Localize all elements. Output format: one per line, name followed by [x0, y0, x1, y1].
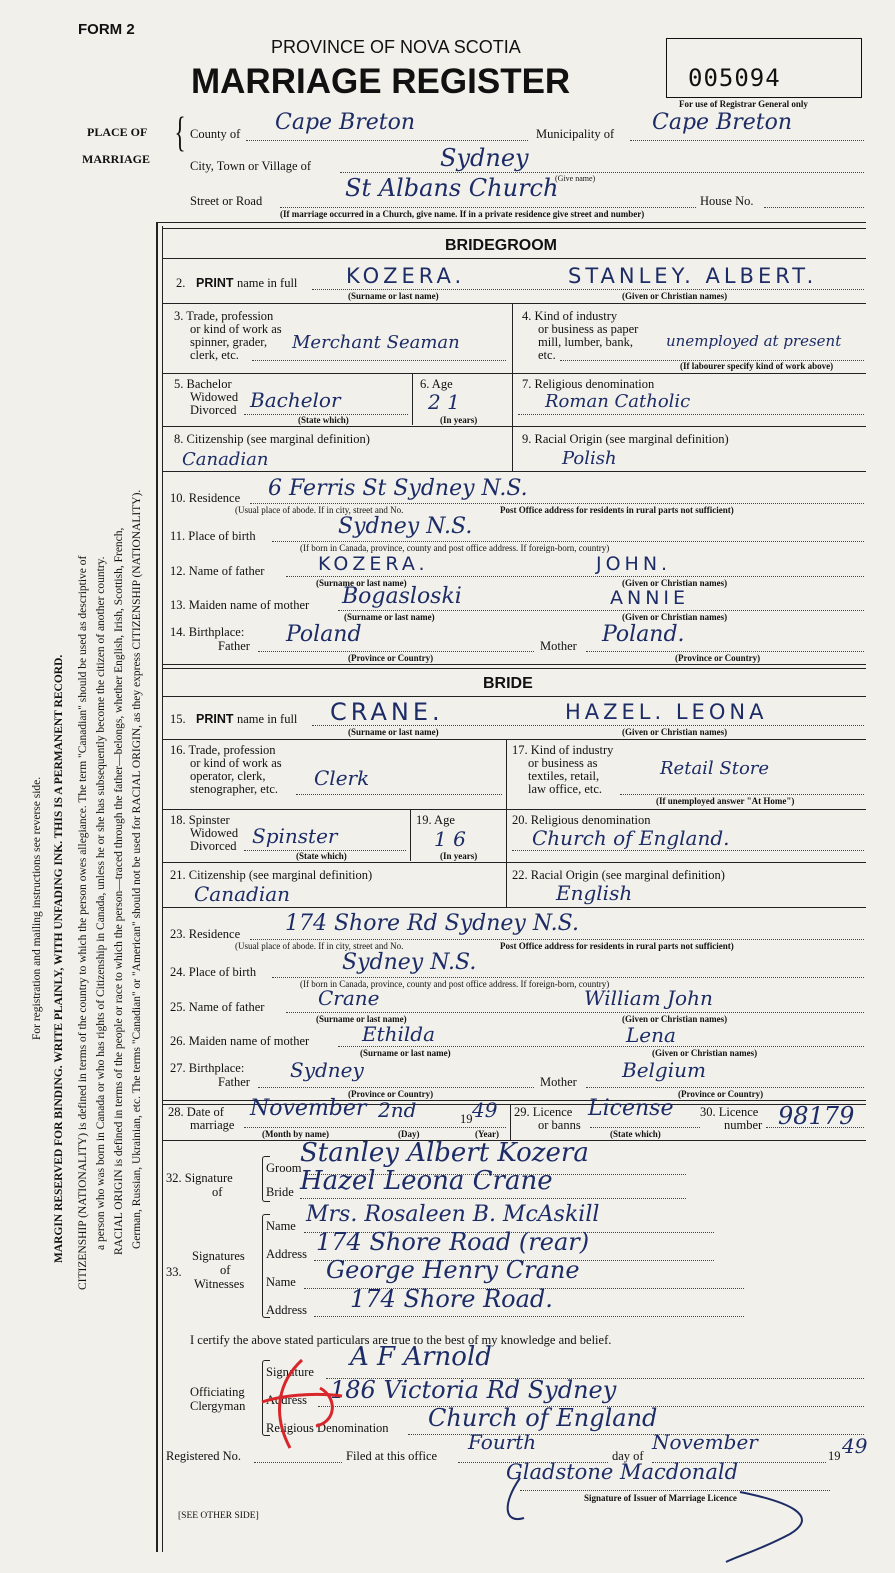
street-label: Street or Road	[190, 194, 263, 208]
industry-label-3: mill, lumber, bank,	[538, 335, 633, 349]
trade-label-3: spinner, grader,	[190, 335, 268, 349]
row-2-number: 2.	[176, 276, 186, 290]
residence-label: 10. Residence	[170, 491, 241, 505]
licence-number-label-2: number	[724, 1118, 763, 1132]
groom-birth: Sydney N.S.	[338, 514, 473, 539]
bride-status: Spinster	[252, 824, 338, 848]
bride-bp-father-note: (Province or Country)	[348, 1089, 434, 1099]
groom-surname: KOZERA.	[346, 264, 466, 288]
bride-birth-label: 24. Place of birth	[170, 965, 257, 979]
father-surname-note: (Surname or last name)	[316, 578, 407, 588]
clergy-denomination: Church of England	[428, 1404, 658, 1432]
groom-age: 2 1	[428, 390, 460, 414]
groom-label: Groom	[266, 1161, 302, 1175]
clergyman-label-1: Officiating	[190, 1385, 245, 1399]
bride-industry-label-4: law office, etc.	[528, 782, 603, 796]
father-label: 12. Name of father	[170, 564, 265, 578]
row-15-number: 15.	[170, 712, 186, 726]
witness-2-address: 174 Shore Road.	[350, 1285, 553, 1313]
bride-bp-mother-label: Mother	[540, 1075, 577, 1089]
witnesses-label-2: of	[220, 1263, 231, 1277]
residence-note-a: (Usual place of abode. If in city, street and No.	[235, 505, 404, 515]
groom-mother-given: ANNIE	[610, 587, 690, 609]
groom-residence: 6 Ferris St Sydney N.S.	[268, 476, 528, 501]
witness-2-address-label: Address	[266, 1303, 307, 1317]
licence-number-label: 30. Licence	[700, 1105, 759, 1119]
bride-trade-label: 16. Trade, profession	[170, 743, 276, 757]
witness-2-name: George Henry Crane	[326, 1256, 580, 1284]
bride-mother-given-note: (Given or Christian names)	[652, 1048, 758, 1058]
clergy-signature: A F Arnold	[350, 1342, 492, 1372]
see-other-side: [SEE OTHER SIDE]	[178, 1511, 259, 1521]
witness-1-name-label: Name	[266, 1219, 296, 1233]
bride-age: 1 6	[434, 827, 466, 851]
bride-surname-note: (Surname or last name)	[348, 727, 439, 737]
bride-industry-label: 17. Kind of industry	[512, 743, 614, 757]
form-label: FORM 2	[78, 21, 135, 38]
mother-given-note: (Given or Christian names)	[622, 612, 728, 622]
witness-number: 33.	[166, 1265, 182, 1279]
bride-name-label: name in full	[237, 712, 298, 726]
province-title: PROVINCE OF NOVA SCOTIA	[271, 37, 521, 57]
place-label-1: PLACE OF	[87, 125, 148, 139]
bride-father-given: William John	[584, 986, 713, 1010]
trade-label: 3. Trade, profession	[174, 309, 274, 323]
bride-trade: Clerk	[314, 766, 370, 790]
witnesses-label-1: Signatures	[192, 1249, 245, 1263]
give-name-note: (Give name)	[555, 174, 596, 183]
bride-birth: Sydney N.S.	[342, 950, 477, 975]
bride-mother-surname-note: (Surname or last name)	[360, 1048, 451, 1058]
red-ink-mark	[250, 1352, 350, 1462]
bride-father-surname-note: (Surname or last name)	[316, 1014, 407, 1024]
marriage-day: 2nd	[378, 1098, 417, 1122]
bride-trade-label-3: operator, clerk,	[190, 769, 266, 783]
margin-citizenship-2: a person who was born in Canada or who has rights of Citizenship in Canada, unless he or she has subsequently become the citizen of another country.	[95, 556, 107, 1250]
bride-label: Bride	[266, 1185, 294, 1199]
surname-note: (Surname or last name)	[348, 291, 439, 301]
clergy-signature-label: Signature	[266, 1365, 314, 1379]
bride-residence-label: 23. Residence	[170, 927, 241, 941]
status-note: (State which)	[298, 415, 349, 425]
licence-number: 98179	[778, 1102, 855, 1130]
name-in-full-label: name in full	[237, 276, 298, 290]
groom-trade: Merchant Seaman	[292, 332, 460, 353]
bridegroom-heading: BRIDEGROOM	[445, 237, 557, 254]
status-label: 5. Bachelor	[174, 377, 232, 391]
issuer-label: Signature of Issuer of Marriage Licence	[584, 1493, 737, 1503]
groom-religion: Roman Catholic	[545, 391, 691, 412]
bride-religion-label: 20. Religious denomination	[512, 813, 651, 827]
bride-bp-mother-note: (Province or Country)	[678, 1089, 764, 1099]
industry-label: 4. Kind of industry	[522, 309, 618, 323]
day-of-label: day of	[612, 1449, 644, 1463]
bride-industry-label-3: textiles, retail,	[528, 769, 600, 783]
licence-label-2: or banns	[538, 1118, 581, 1132]
bride-industry-label-2: or business as	[528, 756, 598, 770]
city-value: Sydney	[440, 144, 529, 172]
groom-citizenship: Canadian	[182, 449, 269, 470]
print-label: PRINT	[196, 276, 234, 290]
bride-signature: Hazel Leona Crane	[300, 1166, 553, 1196]
given-note: (Given or Christian names)	[622, 291, 728, 301]
licence-type: License	[588, 1096, 674, 1121]
bride-citizenship: Canadian	[194, 882, 291, 906]
year-note: (Year)	[475, 1129, 499, 1139]
birthplace-label: 14. Birthplace:	[170, 625, 245, 639]
age-label: 6. Age	[420, 377, 453, 391]
groom-industry: unemployed at present	[666, 332, 842, 350]
mother-surname-note: (Surname or last name)	[344, 612, 435, 622]
clergy-denomination-label: Religious Denomination	[266, 1421, 389, 1435]
bride-residence-note-a: (Usual place of abode. If in city, street and No.	[235, 941, 404, 951]
municipality-value: Cape Breton	[652, 110, 793, 135]
city-label: City, Town or Village of	[190, 159, 312, 173]
bride-trade-label-2: or kind of work as	[190, 756, 282, 770]
witness-1-address: 174 Shore Road (rear)	[316, 1228, 590, 1256]
bride-status-label-3: Divorced	[190, 839, 237, 853]
bride-father-label: 25. Name of father	[170, 1000, 265, 1014]
groom-given: STANLEY. ALBERT.	[568, 264, 818, 288]
bride-heading: BRIDE	[483, 675, 533, 692]
bride-status-label: 18. Spinster	[170, 813, 230, 827]
year-prefix: 19	[460, 1112, 473, 1126]
witness-2-name-label: Name	[266, 1275, 296, 1289]
issuer-flourish	[490, 1460, 840, 1564]
margin-citizenship-1: CITIZENSHIP (NATIONALITY) is defined in terms of the country to which the person owes allegiance. The term "Canadian" should be used as descriptive of	[77, 555, 89, 1290]
county-label: County of	[190, 127, 241, 141]
bp-father-note: (Province or Country)	[348, 653, 434, 663]
bride-bp-mother: Belgium	[622, 1058, 706, 1082]
trade-label-4: clerk, etc.	[190, 348, 239, 362]
bride-surname: CRANE.	[330, 698, 444, 726]
bride-status-note: (State which)	[296, 851, 347, 861]
witness-1-address-label: Address	[266, 1247, 307, 1261]
groom-status: Bachelor	[250, 388, 341, 412]
bride-bp-father-label: Father	[218, 1075, 250, 1089]
clergy-address-label: Address	[266, 1393, 307, 1407]
filed-year: 49	[842, 1434, 868, 1458]
groom-bp-father: Poland	[286, 622, 362, 647]
bride-industry: Retail Store	[660, 758, 770, 779]
bride-father-given-note: (Given or Christian names)	[622, 1014, 728, 1024]
racial-label: 9. Racial Origin (see marginal definition)	[522, 432, 729, 446]
groom-racial: Polish	[562, 448, 617, 469]
bride-mother-label: 26. Maiden name of mother	[170, 1034, 310, 1048]
groom-father-surname: KOZERA.	[318, 553, 429, 575]
street-value: St Albans Church	[345, 174, 559, 202]
day-note: (Day)	[398, 1129, 420, 1139]
date-label: 28. Date of	[168, 1105, 224, 1119]
bp-father-label: Father	[218, 639, 250, 653]
bride-status-label-2: Widowed	[190, 826, 239, 840]
witnesses-label-3: Witnesses	[194, 1277, 245, 1291]
filed-day: Fourth	[468, 1430, 537, 1454]
witness-1-name: Mrs. Rosaleen B. McAskill	[306, 1202, 600, 1227]
groom-mother-surname: Bogasloski	[342, 584, 462, 609]
certification-text: I certify the above stated particulars are true to the best of my knowledge and belief.	[190, 1333, 612, 1347]
bride-citizenship-label: 21. Citizenship (see marginal definition)	[170, 868, 373, 882]
bride-birth-note: (If born in Canada, province, county and post office address. If foreign-born, country)	[300, 979, 610, 989]
birth-note: (If born in Canada, province, county and post office address. If foreign-born, country)	[300, 543, 610, 553]
religion-label: 7. Religious denomination	[522, 377, 655, 391]
filed-label: Filed at this office	[346, 1449, 438, 1463]
residence-note-b: Post Office address for residents in rural parts not sufficient)	[500, 505, 734, 515]
county-value: Cape Breton	[275, 110, 416, 135]
month-note: (Month by name)	[262, 1129, 329, 1139]
groom-bp-mother: Poland.	[602, 622, 685, 647]
age-note: (In years)	[440, 415, 478, 425]
margin-reserved: MARGIN RESERVED FOR BINDING. WRITE PLAINLY, WITH UNFADING INK. THIS IS A PERMANENT RECORD.	[53, 654, 65, 1263]
father-given-note: (Given or Christian names)	[622, 578, 728, 588]
bride-trade-label-4: stenographer, etc.	[190, 782, 279, 796]
bride-industry-note: (If unemployed answer "At Home")	[656, 796, 795, 806]
filed-century: 19	[828, 1449, 841, 1463]
bride-mother-given: Lena	[626, 1023, 676, 1047]
bp-mother-note: (Province or Country)	[675, 653, 761, 663]
date-label-2: marriage	[190, 1118, 235, 1132]
signature-label: 32. Signature	[166, 1171, 233, 1185]
bride-racial: English	[556, 881, 633, 905]
filed-month: November	[652, 1430, 758, 1454]
signature-of-label: of	[212, 1185, 223, 1199]
clergy-address: 186 Victoria Rd Sydney	[330, 1376, 617, 1404]
licence-state-note: (State which)	[610, 1129, 661, 1139]
bride-given: HAZEL. LEONA	[565, 700, 768, 724]
register-number: 005094	[688, 64, 781, 92]
marriage-month: November	[250, 1096, 367, 1121]
licence-label: 29. Licence	[514, 1105, 573, 1119]
marriage-year: 49	[472, 1098, 498, 1122]
bride-print-label: PRINT	[196, 712, 234, 726]
groom-father-given: JOHN.	[596, 553, 672, 575]
trade-label-2: or kind of work as	[190, 322, 282, 336]
municipality-label: Municipality of	[536, 127, 615, 141]
bride-residence: 174 Shore Rd Sydney N.S.	[285, 911, 579, 936]
bride-residence-note-b: Post Office address for residents in rural parts not sufficient)	[500, 941, 734, 951]
bride-bp-father: Sydney	[290, 1058, 364, 1082]
bride-given-note: (Given or Christian names)	[622, 727, 728, 737]
bride-mother-surname: Ethilda	[362, 1022, 436, 1046]
registrar-note: For use of Registrar General only	[679, 99, 808, 109]
birth-label: 11. Place of birth	[170, 529, 256, 543]
registered-no-label: Registered No.	[166, 1449, 241, 1463]
margin-racial-1: RACIAL ORIGIN is defined in terms of the people or race to which the person—traced through the father—belongs, whether English, Irish, Scottish, French,	[113, 527, 125, 1255]
bride-birthplace-label: 27. Birthplace:	[170, 1061, 245, 1075]
bp-mother-label: Mother	[540, 639, 577, 653]
bride-age-label: 19. Age	[416, 813, 455, 827]
bride-father-surname: Crane	[318, 986, 380, 1010]
issuer-signature: Gladstone Macdonald	[506, 1460, 739, 1484]
industry-note: (If labourer specify kind of work above)	[680, 361, 834, 371]
bride-religion: Church of England.	[532, 826, 730, 850]
citizenship-label: 8. Citizenship (see marginal definition)	[174, 432, 370, 446]
margin-racial-2: German, Russian, Ukrainian, etc. The terms "Canadian" or "American" should not be used for RACIAL ORIGIN, as they express CITIZENSHIP (NATIONALITY).	[131, 489, 143, 1249]
place-label-2: MARRIAGE	[82, 152, 150, 166]
status-label-3: Divorced	[190, 403, 237, 417]
industry-label-2: or business as paper	[538, 322, 639, 336]
industry-label-4: etc.	[538, 348, 556, 362]
groom-signature: Stanley Albert Kozera	[300, 1138, 589, 1168]
bride-age-note: (In years)	[440, 851, 478, 861]
page-title: MARRIAGE REGISTER	[191, 62, 571, 101]
status-label-2: Widowed	[190, 390, 239, 404]
place-brace: {	[174, 110, 186, 156]
mother-label: 13. Maiden name of mother	[170, 598, 310, 612]
margin-instructions: For registration and mailing instructions see reverse side.	[31, 776, 43, 1040]
place-note: (If marriage occurred in a Church, give name. If in a private residence give street and number)	[280, 209, 645, 219]
house-label: House No.	[700, 194, 754, 208]
clergyman-label-2: Clergyman	[190, 1399, 246, 1413]
bride-racial-label: 22. Racial Origin (see marginal definition)	[512, 868, 725, 882]
